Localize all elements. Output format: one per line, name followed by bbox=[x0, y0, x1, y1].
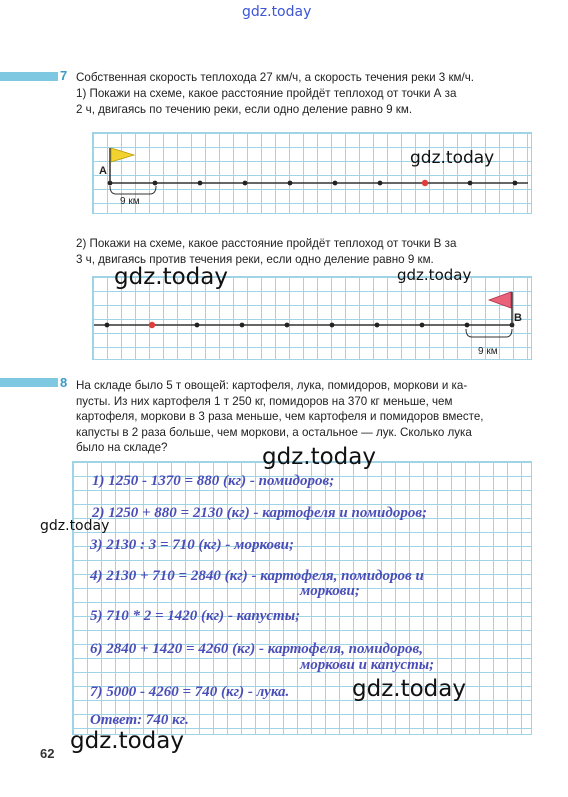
flag-a-icon bbox=[111, 148, 134, 162]
red-point bbox=[149, 322, 155, 328]
diagram-1 bbox=[0, 130, 568, 230]
tick-point bbox=[378, 181, 383, 186]
tick-point bbox=[198, 181, 203, 186]
tick-point bbox=[195, 323, 200, 328]
watermark-task-8: gdz.today bbox=[262, 444, 376, 470]
task-7-number: 7 bbox=[60, 68, 68, 83]
watermark-top: gdz.today bbox=[242, 4, 312, 20]
bracket-1 bbox=[110, 186, 156, 194]
task-8-number: 8 bbox=[60, 375, 68, 390]
tick-point bbox=[240, 323, 245, 328]
unit-label-1: 9 км bbox=[120, 196, 140, 207]
tick-point bbox=[105, 323, 110, 328]
task-7-text: Собственная скорость теплохода 27 км/ч, а скорость течения реки 3 км/ч. 1) Покажи на схеме, какое расстояние пройдёт теплоход от точки А за 2 ч, двигаясь по течению реки, если одно деление равно 9 км. bbox=[76, 71, 475, 116]
task-8-text: На складе было 5 т овощей: картофеля, лука, помидоров, моркови и ка- пусты. Из них картофеля 1 т 250 кг, помидоров на 370 кг меньше, чем картофеля, моркови в 3 раза меньше, чем картофеля и помидоров вместе, капусты в 2 раза больше, чем моркови, а остальное — лук. Сколько лука было на складе? bbox=[76, 379, 484, 455]
solution-line-1: 1) 1250 - 1370 = 880 (кг) - помидоров; bbox=[92, 473, 335, 489]
tick-point bbox=[285, 323, 290, 328]
tick-point bbox=[333, 181, 338, 186]
tick-point bbox=[153, 181, 158, 186]
task-7-marker bbox=[0, 72, 58, 81]
tick-point bbox=[465, 323, 470, 328]
task-8-marker bbox=[0, 378, 58, 387]
diagram-2 bbox=[0, 274, 568, 374]
solution-line-4: 4) 2130 + 710 = 2840 (кг) - картофеля, помидоров и bbox=[90, 568, 424, 584]
task-7-part-2-text: 2) Покажи на схеме, какое расстояние пройдёт теплоход от точки В за 3 ч, двигаясь против течения реки, если одно деление равно 9 км. bbox=[76, 237, 457, 266]
tick-point bbox=[513, 181, 518, 186]
tick-point bbox=[330, 323, 335, 328]
watermark-solution: gdz.today bbox=[352, 676, 466, 702]
page-number: 62 bbox=[40, 746, 55, 761]
tick-point bbox=[468, 181, 473, 186]
tick-point bbox=[420, 323, 425, 328]
solution-line-6b: моркови и капусты; bbox=[300, 657, 435, 673]
bracket-2 bbox=[466, 329, 512, 337]
tick-point bbox=[243, 181, 248, 186]
solution-line-4b: моркови; bbox=[300, 583, 360, 599]
tick-point bbox=[375, 323, 380, 328]
flag-b-icon bbox=[489, 292, 511, 308]
solution-line-5: 5) 710 * 2 = 1420 (кг) - капусты; bbox=[90, 608, 301, 624]
solution-line-2: 2) 1250 + 880 = 2130 (кг) - картофеля и помидоров; bbox=[92, 505, 428, 521]
watermark-left: gdz.today bbox=[40, 518, 110, 534]
point-a-label: А bbox=[99, 165, 107, 177]
solution-answer: Ответ: 740 кг. bbox=[90, 712, 189, 728]
point-b-label: В bbox=[514, 312, 522, 324]
watermark-diagram-2b: gdz.today bbox=[397, 266, 472, 284]
solution-line-7: 7) 5000 - 4260 = 740 (кг) - лука. bbox=[90, 684, 290, 700]
watermark-diagram-1: gdz.today bbox=[410, 148, 495, 168]
unit-label-2: 9 км bbox=[478, 346, 498, 357]
red-point bbox=[422, 180, 428, 186]
solution-line-3: 3) 2130 : 3 = 710 (кг) - моркови; bbox=[90, 537, 295, 553]
watermark-bottom: gdz.today bbox=[70, 728, 184, 754]
watermark-diagram-2a: gdz.today bbox=[114, 264, 228, 290]
tick-point bbox=[288, 181, 293, 186]
solution-line-6: 6) 2840 + 1420 = 4260 (кг) - картофеля, помидоров, bbox=[90, 641, 423, 657]
